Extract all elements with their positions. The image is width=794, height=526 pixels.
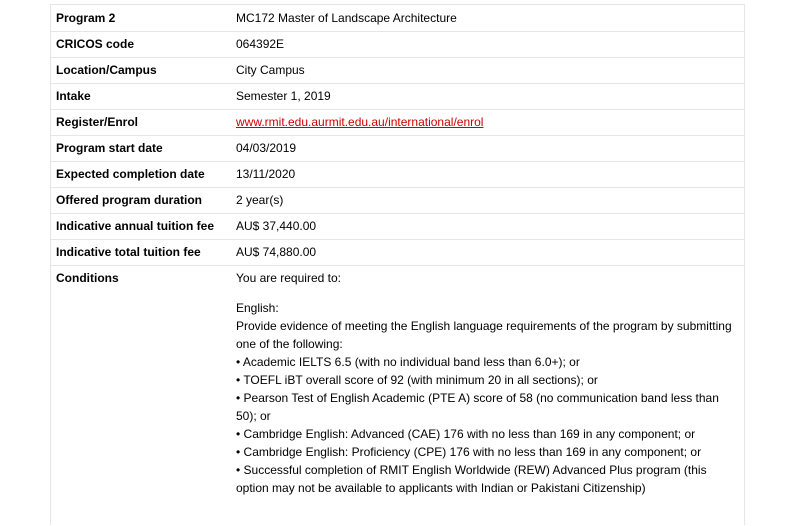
row-register-enrol — [51, 109, 744, 136]
conditions-cae-option: • Cambridge English: Advanced (CAE) 176 with no less than 169 in any component; or — [236, 427, 696, 441]
cricos-code-value: 064392E — [236, 37, 285, 51]
row-cricos-code — [51, 31, 744, 58]
program-duration-value: 2 year(s) — [236, 193, 284, 207]
conditions-english-requirement: Provide evidence of meeting the English language requirements of the program by submitting one of the following: — [236, 319, 732, 351]
total-tuition-fee-label: Indicative total tuition fee — [56, 245, 201, 259]
expected-completion-date-value: 13/11/2020 — [236, 167, 296, 181]
program-duration-label: Offered program duration — [56, 193, 203, 207]
row-total-tuition-fee — [51, 239, 744, 266]
conditions-heading-english: English: — [236, 301, 279, 315]
intake-value: Semester 1, 2019 — [236, 89, 331, 103]
location-campus-value: City Campus — [236, 63, 305, 77]
row-expected-completion-date — [51, 161, 744, 188]
row-annual-tuition-fee — [51, 213, 744, 240]
annual-tuition-fee-label: Indicative annual tuition fee — [56, 219, 215, 233]
row-conditions — [51, 265, 744, 525]
row-program — [51, 5, 744, 32]
location-campus-label: Location/Campus — [56, 63, 157, 77]
cricos-code-label: CRICOS code — [56, 37, 135, 51]
conditions-text — [236, 267, 736, 497]
conditions-intro: You are required to: — [236, 271, 341, 285]
total-tuition-fee-value: AU$ 74,880.00 — [236, 245, 317, 259]
conditions-label: Conditions — [56, 271, 119, 285]
row-intake — [51, 83, 744, 110]
intake-label: Intake — [56, 89, 91, 103]
register-enrol-label: Register/Enrol — [56, 115, 139, 129]
program-label: Program 2 — [56, 11, 116, 25]
program-start-date-label: Program start date — [56, 141, 163, 155]
conditions-toefl-option: • TOEFL iBT overall score of 92 (with minimum 20 in all sections); or — [236, 373, 598, 387]
row-program-start-date — [51, 135, 744, 162]
program-value: MC172 Master of Landscape Architecture — [236, 11, 457, 25]
program-start-date-value: 04/03/2019 — [236, 141, 297, 155]
conditions-cpe-option: • Cambridge English: Proficiency (CPE) 176 with no less than 169 in any component; or — [236, 445, 702, 459]
conditions-rew-option: • Successful completion of RMIT English Worldwide (REW) Advanced Plus program (this option may not be available to applicants with Indian or Pakistani Citizenship) — [236, 463, 707, 495]
conditions-pte-option: • Pearson Test of English Academic (PTE A) score of 58 (no communication band less than 50); or — [236, 391, 719, 423]
conditions-ielts-option: • Academic IELTS 6.5 (with no individual band less than 6.0+); or — [236, 355, 580, 369]
annual-tuition-fee-value: AU$ 37,440.00 — [236, 219, 317, 233]
row-location-campus — [51, 57, 744, 84]
program-details-table — [50, 4, 745, 525]
register-enrol-link[interactable]: www.rmit.edu.aurmit.edu.au/international/enrol — [236, 115, 484, 129]
row-program-duration — [51, 187, 744, 214]
expected-completion-date-label: Expected completion date — [56, 167, 205, 181]
